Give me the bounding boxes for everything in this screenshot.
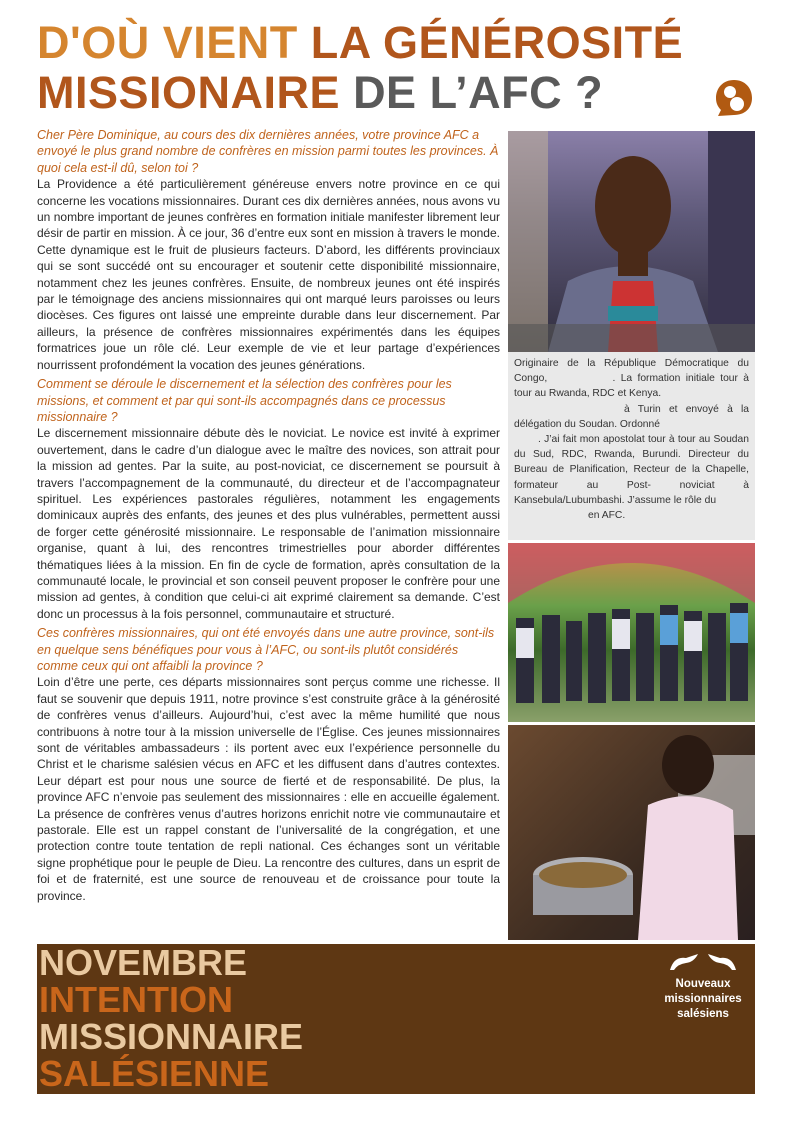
title-part-4: DE L’AFC ? xyxy=(353,67,604,118)
hands-icon xyxy=(668,950,738,972)
cooking-child-photo xyxy=(508,725,755,940)
article-column xyxy=(37,127,500,942)
portrait-photo xyxy=(508,131,755,352)
section-3 xyxy=(37,625,500,904)
badge-line-2: missionnaires xyxy=(664,993,742,1005)
section-1 xyxy=(37,127,500,373)
question-1: Cher Père Dominique, au cours des dix dernières années, votre province AFC a envoyé le plus grand nombre de confrères en mission parmi toutes les provinces. À quoi cela est-il dû, selon toi ? xyxy=(37,128,499,175)
banner-line-4: SALÉSIENNE xyxy=(39,1053,270,1094)
question-2: Comment se déroule le discernement et la sélection des confrères pour les missions, et comment et par qui sont-ils accompagnés dans ce processus missionnaire ? xyxy=(37,377,452,424)
answer-1: La Providence a été particulièrement généreuse envers notre province en ce qui concerne les vocations missionnaires. Durant ces dix dernières années, nous avons vu un nombre important de jeunes confrères en formation initiale manifester librement leur désir de partir en mission. À ce jour, 36 d’entre eux sont en mission à travers le monde. Cette dynamique est le fruit de plusieurs facteurs. D’abord, les différents provinciaux qui se sont succédé ont su encourager et soutenir cette disponibilité missionnaire, notamment chez les jeunes confrères. Ensuite, de nombreux jeunes ont été inspirés par le témoignage des anciens missionnaires qui ont marqué leurs paroisses ou leurs diocèses. Ces figures ont laissé une empreinte durable dans leur discernement. Par ailleurs, la présence de confrères missionnaires expérimentés dans les équipes formatrices joue un rôle clé. Leur exemple de vie et leur partage d’expériences nourrissent profondément la vocation des jeunes générations. xyxy=(37,177,500,372)
question-3: Ces confrères missionnaires, qui ont été envoyés dans une autre province, sont-ils en quelque sens bénéfiques pour vous à l’AFC, ou sont-ils plutôt considérés comme ceux qui ont affaibli la province ? xyxy=(37,626,495,673)
banner-line-1: NOVEMBRE xyxy=(39,942,248,983)
title-part-3: MISSIONAIRE xyxy=(37,67,341,118)
title-part-2: LA GÉNÉROSITÉ xyxy=(310,17,684,68)
answer-3: Loin d’être une perte, ces départs missionnaires sont perçus comme une richesse. Il faut se souvenir que depuis 1911, notre province s’est construite grâce à la générosité de confrères venus d’ailleurs. Aujourd’hui, c’est avec la même humilité que nous contribuons à notre tour à la mission universelle de l’Église. Ces jeunes missionnaires sont de véritables ambassadeurs : ils portent avec eux l’expérience personnelle du Christ et le charisme salésien vécus en AFC et les diffusent dans d’autres contextes. Leur départ est pour nous une source de fierté et de responsabilité. De plus, la province AFC n’envoie pas seulement des missionnaires : elle en accueille également. La présence de confrères venus d’autres horizons enrichit notre vie communautaire et pastorale. Elle est un rappel constant de l’universalité de la congrégation, et une protection contre toute tentation de repli national. Ces échanges sont un véritable signe prophétique pour le peuple de Dieu. La rencontre des cultures, dans un esprit de foi et de fraternité, est une source de renouveau et de croissance pour toute la province. xyxy=(37,675,500,903)
caption-text-5: en AFC. xyxy=(588,510,626,522)
title-part-1: D'OÙ VIENT xyxy=(37,17,298,68)
answer-2: Le discernement missionnaire débute dès le noviciat. Le novice est invité à exprimer ouvertement, dans le cadre d’un dialogue avec le maître des novices, son attrait pour la mission ad gentes. Par la suite, au post-noviciat, ce discernement se poursuit à travers l’accompagnement de la communauté, du directeur et de l’accompagnateur spirituel. Les expériences pastorales régulières, notamment les engagements dominicaux auprès des enfants, des jeunes et des plus vulnérables, permettent aussi de forger cette générosité missionnaire. Le responsable de l’animation missionnaire organise, quant à lui, des rencontres trimestrielles pour aborder différentes thématiques liées à la mission. En fin de cycle de formation, après consultation de la communauté locale, le provincial et son conseil peuvent proposer le confrère pour une mission ad gentes, à condition que celui-ci ait exprimé clairement sa demande. C’est donc un processus à la fois personnel, communautaire et structuré. xyxy=(37,426,500,621)
caption-text-4: . J’ai fait mon apostolat tour à tour au Soudan du Sud, RDC, Rwanda, Burundi. Directeur du Bureau de Planification, Recteur de la Chapelle, formateur au Post- noviciat à Kansebula/Lubumbashi. J’assume le rôle du xyxy=(514,434,749,506)
badge-line-1: Nouveaux xyxy=(675,978,731,990)
caption-text-2: . La formation initiale tour à tour au Rwanda, RDC et Kenya. xyxy=(514,373,749,400)
banner-line-3: MISSIONNAIRE xyxy=(39,1016,304,1057)
page-title xyxy=(37,18,737,118)
banner-line-2: INTENTION xyxy=(39,979,233,1020)
speech-bubble-logo-icon xyxy=(714,78,754,118)
bio-caption xyxy=(508,352,755,540)
section-2 xyxy=(37,376,500,622)
group-photo xyxy=(508,543,755,722)
intention-banner xyxy=(37,944,755,1094)
badge-line-3: salésiens xyxy=(677,1008,729,1020)
caption-text-1: Originaire de la République Démocratique du Congo, xyxy=(514,358,749,385)
new-missionaries-badge xyxy=(657,950,749,1022)
caption-text-3: à Turin et envoyé à la délégation du Soudan. Ordonné xyxy=(514,403,749,430)
